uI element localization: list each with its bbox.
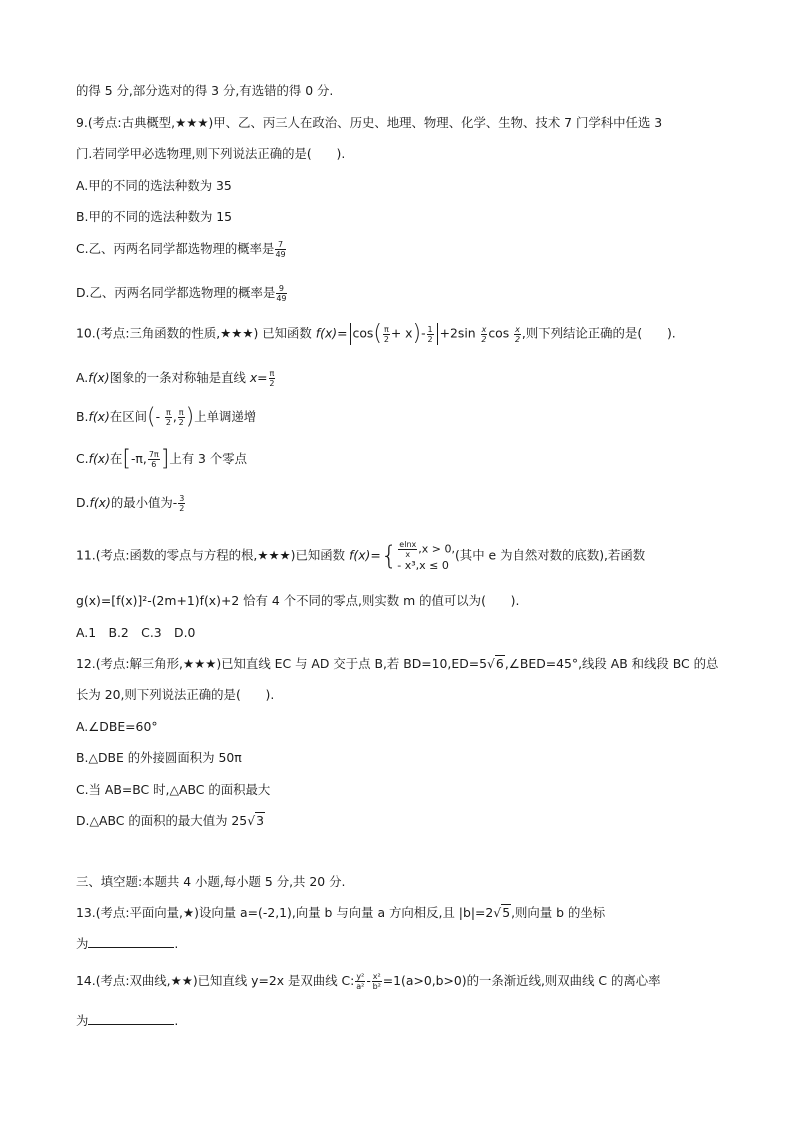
q14-y2-over-a2: $\frac{\text{y²}}{\text{a²}}$ (356, 972, 365, 991)
q10-cos: cos (352, 325, 374, 341)
sqrt-5: √5 (493, 905, 511, 920)
q14-answer-blank[interactable] (88, 1012, 174, 1025)
paren-left: ( (373, 321, 382, 346)
q10-cos-2: cos (488, 325, 514, 341)
q13-stem: 13.(考点:平面向量,★)设向量 a=(-2,1),向量 b 与向量 a 方向相反,且 |b|=2√5,则向量 b 的坐标 (76, 905, 606, 920)
q9-option-d-fraction: $\frac{9}{49}$ (276, 284, 287, 303)
q10-2sin: +2sin (439, 325, 480, 341)
section-3-heading: 三、填空题:本题共 4 小题,每小题 5 分,共 20 分. (76, 874, 346, 889)
q12-stem-line2: 长为 20,则下列说法正确的是( ). (76, 687, 275, 702)
paren-right: ) (412, 321, 422, 346)
q12-option-d: D.△ABC 的面积的最大值为 25√3 (76, 813, 264, 828)
q14-answer-line: 为 . (76, 1013, 179, 1028)
abs-bar-left (350, 323, 351, 345)
q9-option-c-fraction: $\frac{7}{49}$ (275, 240, 286, 259)
q10-option-b: B.f(x)在区间(- $\frac{\pi}{2}$ , $\frac{\pi}{2}$ )上单调递增 (76, 404, 257, 430)
q12-option-b: B.△DBE 的外接圆面积为 50π (76, 750, 242, 765)
q11-options: A.1 B.2 C.3 D.0 (76, 625, 196, 640)
q10-pi-over-2: $\frac{\pi}{2}$ (383, 324, 389, 344)
q10-d-3-over-2: $\frac{3}{2}$ (179, 494, 185, 513)
q10-b-neg-pi-over-2: $\frac{\pi}{2}$ (165, 408, 171, 427)
q10-stem-prefix: 10.(考点:三角函数的性质,★★★) 已知函数 (76, 325, 316, 341)
q10-x-over-2-a: $\frac{x}{2}$ (481, 324, 487, 344)
q10-one-half: $\frac{1}{2}$ (427, 324, 433, 344)
q14-stem: 14.(考点:双曲线,★★)已知直线 y=2x 是双曲线 C: $\frac{\text{y²}}{\text{a²}}$ - $\frac{\text{x²}}{\text{b²}}$ =1(a>0,b>0)的一条渐近线,则双曲线 C 的离心率 (76, 972, 661, 991)
q9-option-b: B.甲的不同的选法种数为 15 (76, 209, 233, 224)
q9-option-c-text: C.乙、丙两名同学都选物理的概率是 (76, 241, 275, 256)
q10-stem (76, 323, 676, 345)
q9-option-d (76, 284, 288, 303)
piecewise-brace: { (380, 541, 398, 571)
q10-plus-x: + x (390, 325, 413, 341)
q14-x2-over-b2: $\frac{\text{x²}}{\text{b²}}$ (372, 972, 381, 991)
q10-option-c: C.f(x)在[-π, $\frac{7\pi}{6}$ ]上有 3 个零点 (76, 446, 248, 472)
q9-option-a: A.甲的不同的选法种数为 35 (76, 178, 232, 193)
q10-minus: - (421, 325, 426, 341)
q13-answer-line: 为 . (76, 936, 179, 951)
q10-b-pi-over-2: $\frac{\pi}{2}$ (178, 408, 184, 427)
scoring-rule-line: 的得 5 分,部分选对的得 3 分,有选错的得 0 分. (76, 83, 334, 98)
q10-option-d: D.f(x)的最小值为- $\frac{3}{2}$ (76, 494, 185, 513)
q10-fx: f(x)= (315, 325, 348, 341)
q9-stem-line1: 9.(考点:古典概型,★★★)甲、乙、丙三人在政治、历史、地理、物理、化学、生物、技术 7 门学科中任选 3 (76, 115, 663, 130)
q12-option-a: A.∠DBE=60° (76, 719, 158, 734)
q9-option-d-text: D.乙、丙两名同学都选物理的概率是 (76, 285, 276, 300)
sqrt-6: √6 (487, 656, 504, 671)
q11-stem: 11.(考点:函数的零点与方程的根,★★★)已知函数 f(x)={ $\frac{elnx}{x}$ ,x > 0, - x³,x ≤ 0 (其中 e 为自然对数的底数),若函数 (76, 540, 646, 572)
piecewise-cases: $\frac{elnx}{x}$ ,x > 0, - x³,x ≤ 0 (397, 540, 455, 572)
abs-bar-right (437, 323, 438, 345)
q10-stem-suffix: ,则下列结论正确的是( ). (521, 325, 676, 341)
q10-option-a: A.f(x)图象的一条对称轴是直线 x= $\frac{\pi}{2}$ (76, 369, 275, 388)
q10-c-7pi-over-6: $\frac{7\pi}{6}$ (148, 450, 159, 469)
q12-stem-line1: 12.(考点:解三角形,★★★)已知直线 EC 与 AD 交于点 B,若 BD=10,ED=5√6,∠BED=45°,线段 AB 和线段 BC 的总 (76, 656, 719, 671)
q9-stem-line2: 门.若同学甲必选物理,则下列说法正确的是( ). (76, 146, 346, 161)
q13-answer-blank[interactable] (88, 935, 174, 948)
sqrt-3: √3 (247, 813, 264, 828)
q11-stem-line2: g(x)=[f(x)]²-(2m+1)f(x)+2 恰有 4 个不同的零点,则实数 m 的值可以为( ). (76, 593, 520, 608)
q9-option-c (76, 240, 287, 259)
q10-a-pi-over-2: $\frac{\pi}{2}$ (269, 369, 275, 388)
q10-x-over-2-b: $\frac{x}{2}$ (514, 324, 521, 344)
q12-option-c: C.当 AB=BC 时,△ABC 的面积最大 (76, 782, 271, 797)
